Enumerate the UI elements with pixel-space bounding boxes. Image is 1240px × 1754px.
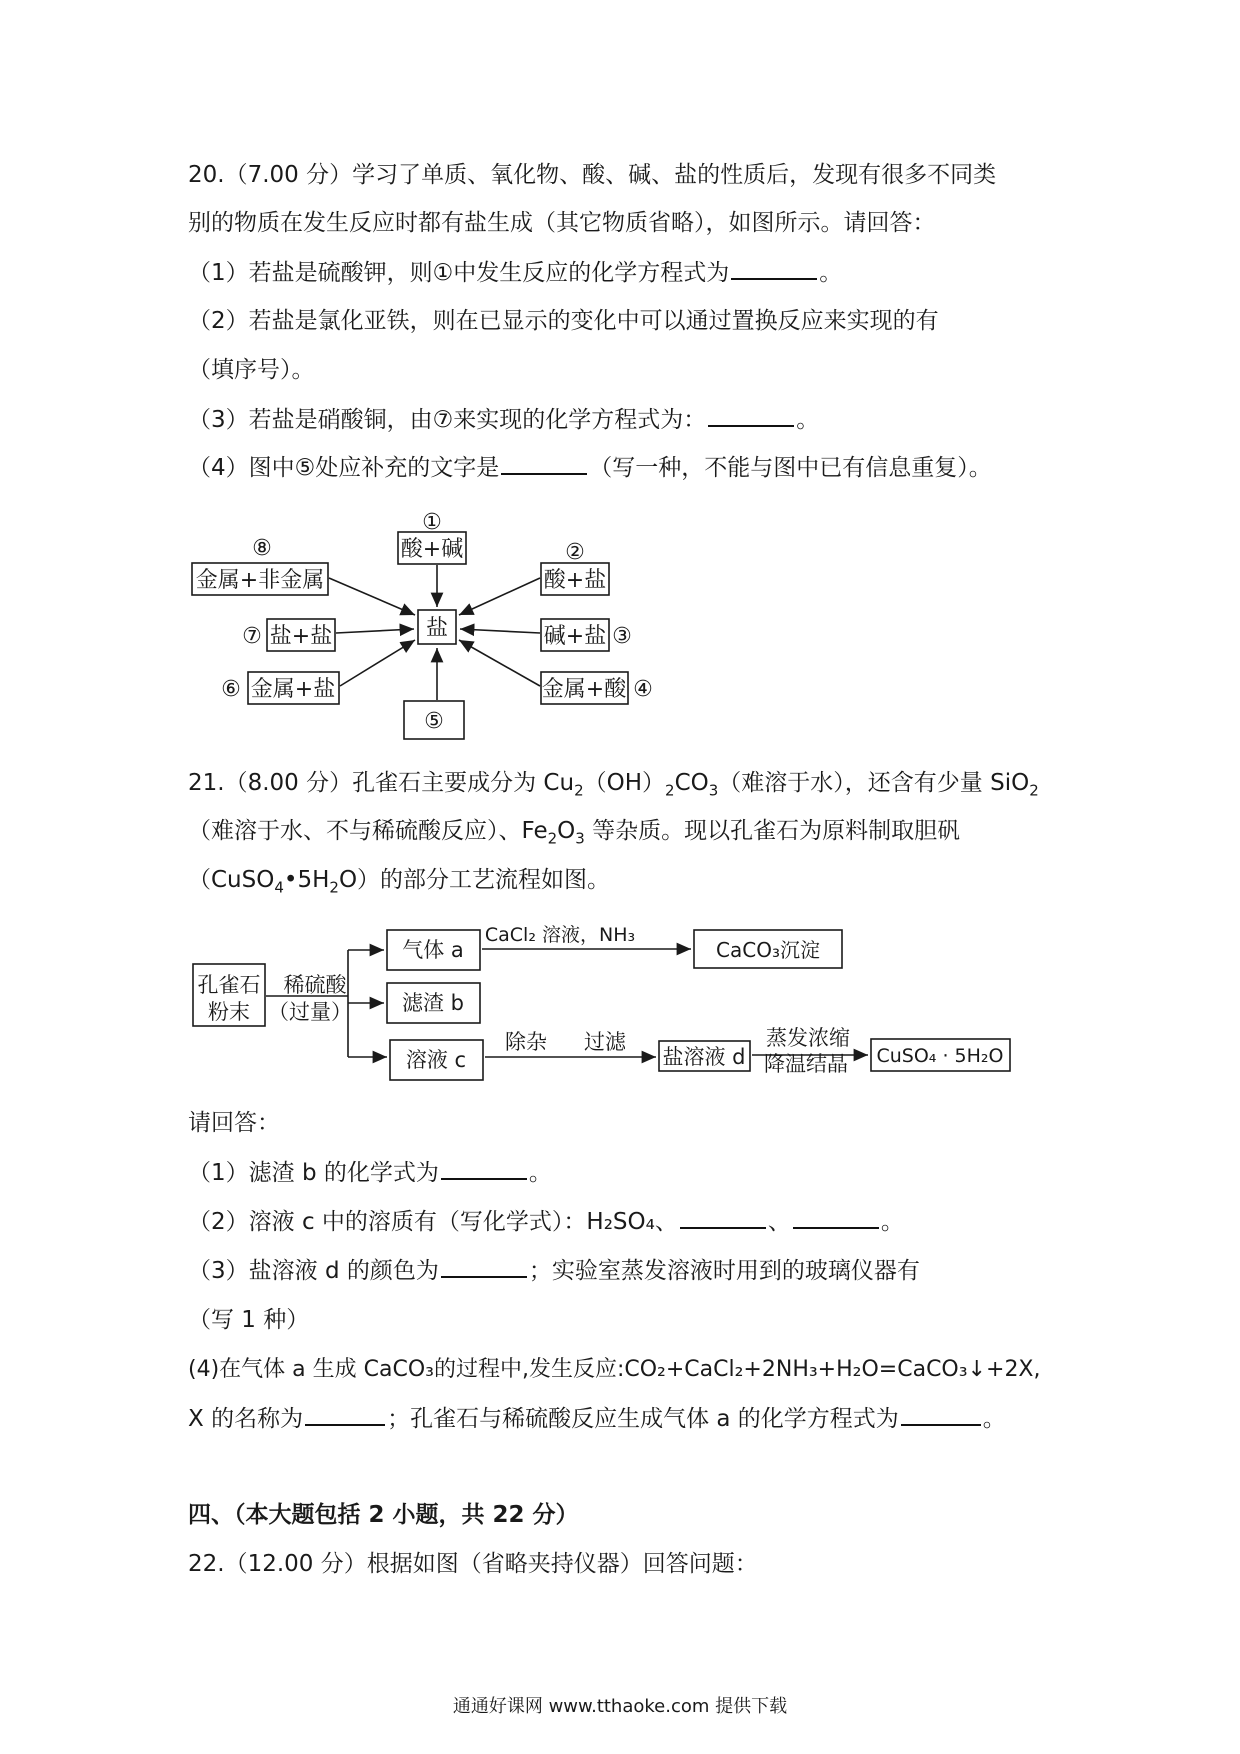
- label-crystallize: 降温结晶: [764, 1052, 848, 1076]
- q20-part2-line2: （填序号）。: [188, 357, 315, 383]
- label-residue-b: 滤渣 b: [401, 991, 465, 1015]
- label-metal-salt: 金属+盐: [250, 677, 336, 702]
- label-malachite: 孔雀石: [197, 973, 261, 997]
- q20-part1-end: 。: [819, 260, 843, 286]
- answer-blank[interactable]: [441, 1256, 527, 1278]
- label-gas-a: 气体 a: [402, 938, 464, 962]
- label-n3: ③: [612, 624, 632, 649]
- label-dilute-acid: 稀硫酸: [283, 973, 347, 997]
- q20-part1-text: （1）若盐是硫酸钾，则①中发生反应的化学方程式为: [188, 260, 730, 286]
- center-salt-label: 盐: [425, 616, 449, 641]
- q21-stem3e: O）的部分工艺流程如图。: [338, 867, 611, 893]
- answer-blank[interactable]: [680, 1207, 766, 1229]
- q20-part4-end: （写一种，不能与图中已有信息重复）。: [589, 455, 992, 481]
- label-n7: ⑦: [242, 624, 262, 649]
- q21-part3-mid: ；实验室蒸发溶液时用到的玻璃仪器有: [528, 1258, 920, 1284]
- q20-stem-line1: 20.（7.00 分）学习了单质、氧化物、酸、碱、盐的性质后，发现有很多不同类: [188, 162, 997, 188]
- label-acid-base: 酸+碱: [400, 537, 464, 562]
- q21-stem1e: CO: [674, 770, 709, 796]
- answer-blank[interactable]: [793, 1207, 879, 1229]
- answer-blank[interactable]: [305, 1404, 385, 1426]
- q21-stem3c: •5H: [283, 867, 330, 893]
- page-footer: 通通好课网 www.tthaoke.com 提供下载: [452, 1696, 788, 1717]
- label-remove-impurity: 除杂: [505, 1030, 547, 1054]
- label-n2: ②: [565, 540, 585, 565]
- label-powder: 粉末: [208, 1000, 250, 1024]
- q21-part4-text: X 的名称为: [188, 1406, 304, 1432]
- q20-part4-text: （4）图中⑤处应补充的文字是: [188, 455, 500, 481]
- q21-part4-end: 。: [982, 1406, 1006, 1432]
- label-product: CuSO₄ · 5H₂O: [876, 1045, 1004, 1067]
- q21-part3-line2: （写 1 种）: [188, 1307, 310, 1333]
- q20-part2-line1: （2）若盐是氯化亚铁，则在已显示的变化中可以通过置换反应来实现的有: [188, 308, 939, 334]
- q21-stem1d: 2: [665, 781, 675, 800]
- q21-part1-end: 。: [528, 1160, 552, 1186]
- q20-part3-end: 。: [796, 407, 820, 433]
- q21-stem2e: 等杂质。现以孔雀石为原料制取胆矾: [584, 818, 961, 844]
- section-heading: 四、（本大题包括 2 小题，共 22 分）: [188, 1502, 579, 1528]
- label-n5: ⑤: [424, 709, 444, 734]
- q21-ask: 请回答：: [188, 1110, 280, 1136]
- answer-blank[interactable]: [441, 1158, 527, 1180]
- label-metal-acid: 金属+酸: [541, 677, 627, 702]
- q21-stem1c: （OH）: [583, 770, 666, 796]
- q21-stem2a: （难溶于水、不与稀硫酸反应）、Fe: [188, 818, 548, 844]
- q21-part1-text: （1）滤渣 b 的化学式为: [188, 1160, 439, 1186]
- label-n4: ④: [633, 677, 653, 702]
- q21-part2-end: 。: [880, 1209, 904, 1235]
- q21-stem2c: O: [557, 818, 576, 844]
- q21-stem3b: 4: [274, 878, 284, 897]
- label-evaporate: 蒸发浓缩: [766, 1026, 850, 1050]
- q20-stem-line2: 别的物质在发生反应时都有盐生成（其它物质省略），如图所示。请回答：: [188, 210, 936, 236]
- q21-stem1a: 21.（8.00 分）孔雀石主要成分为 Cu: [188, 770, 575, 796]
- label-n6: ⑥: [221, 677, 241, 702]
- q21-part4-line2: [188, 1404, 1006, 1434]
- label-salt-d: 盐溶液 d: [662, 1045, 746, 1069]
- label-filter: 过滤: [584, 1030, 626, 1054]
- q21-stem1h: 2: [1029, 781, 1039, 800]
- q21-stem2d: 3: [575, 829, 585, 848]
- q21-stem3a: （CuSO: [188, 867, 275, 893]
- q21-stem1f: 3: [708, 781, 719, 800]
- q21-part3-text: （3）盐溶液 d 的颜色为: [188, 1258, 439, 1284]
- q21-part4-mid: ；孔雀石与稀硫酸反应生成气体 a 的化学方程式为: [387, 1406, 899, 1432]
- q21-stem3d: 2: [329, 878, 339, 897]
- q21-stem2b: 2: [547, 829, 558, 848]
- label-n8: ⑧: [252, 536, 272, 561]
- q21-part3: [188, 1256, 920, 1286]
- q21-part1: [188, 1158, 552, 1188]
- label-base-salt: 碱+盐: [543, 624, 607, 649]
- q21-part4-line1: (4)在气体 a 生成 CaCO₃的过程中,发生反应:CO₂+CaCl₂+2NH₃+H₂O=CaCO₃↓+2X,: [188, 1357, 1041, 1382]
- label-acid-salt: 酸+盐: [543, 568, 607, 593]
- answer-blank[interactable]: [901, 1404, 981, 1426]
- label-n1: ①: [422, 510, 442, 535]
- label-salt-salt: 盐+盐: [269, 624, 333, 649]
- label-excess: （过量）: [268, 1000, 352, 1024]
- q21-stem1b: 2: [574, 781, 584, 800]
- q21-part2-text: （2）溶液 c 中的溶质有（写化学式）：H₂SO₄、: [188, 1209, 678, 1235]
- label-gas-reagent: CaCl₂ 溶液，NH₃: [484, 924, 636, 946]
- q21-stem1g: （难溶于水），还含有少量 SiO: [718, 770, 1030, 796]
- label-metal-nonmetal: 金属+非金属: [195, 568, 325, 593]
- q22-stem: 22.（12.00 分）根据如图（省略夹持仪器）回答问题：: [188, 1551, 758, 1577]
- label-solution-c: 溶液 c: [405, 1048, 467, 1072]
- label-caco3: CaCO₃沉淀: [716, 938, 820, 962]
- q21-part2-mid: 、: [767, 1209, 791, 1235]
- q21-part2: [188, 1207, 904, 1237]
- q20-part3-text: （3）若盐是硝酸铜，由⑦来实现的化学方程式为：: [188, 407, 707, 433]
